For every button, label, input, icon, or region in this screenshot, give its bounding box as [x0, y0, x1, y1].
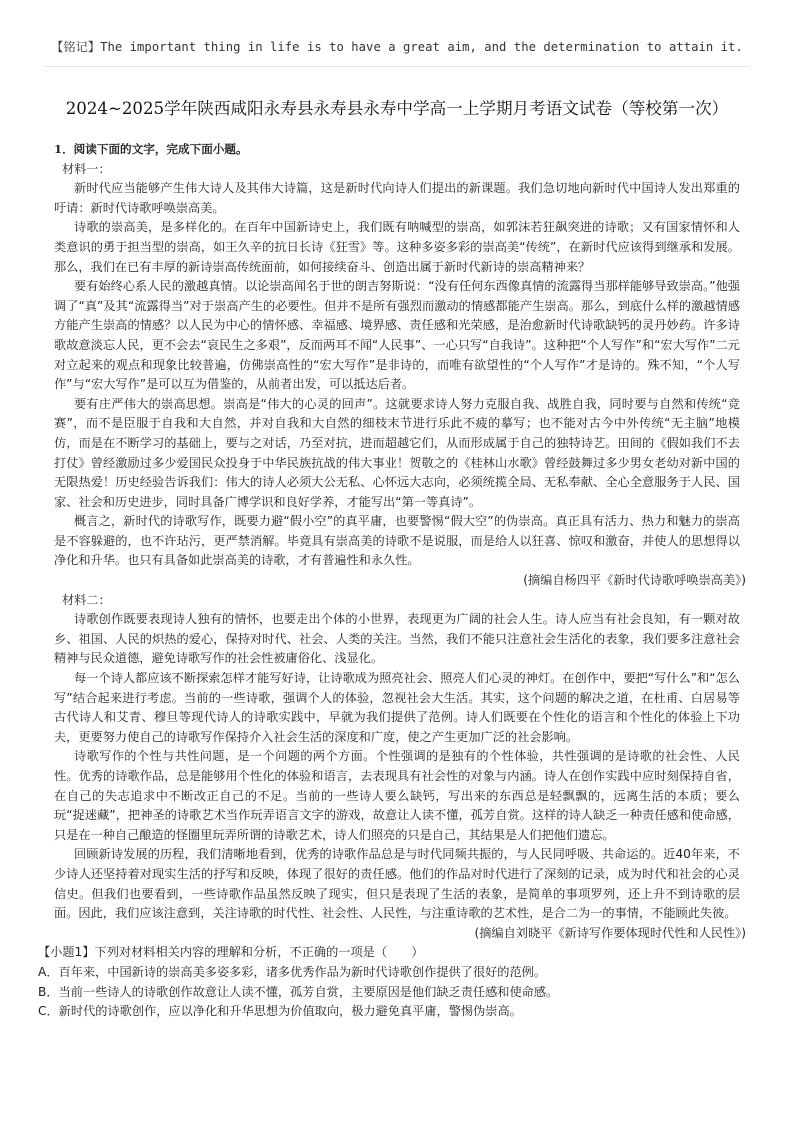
- material1-paragraph: 要有始终心系人民的激越真情。以论崇高闻名于世的朗吉努斯说：“没有任何东西像真情的流露得当那样能够导致崇高。”他强调了“真”及其“流露得当”对于崇高产生的必要性。但并不是所有强烈而激动的情感都能产生崇高。那么，到底什么样的激越情感方能产生崇高的情感？以人民为中心的情怀感、幸福感、境界感、责任感和光荣感，是治愈新时代诗歌缺钙的灵丹妙药。许多诗歌故意淡忘人民，更不会去“哀民生之多艰”，反而两耳不闻“人民事”、一心只写“自我诗”。这种把“个人写作”和“宏大写作”二元对立起来的观点和现象比较普遍，仿佛崇高性的“宏大写作”是非诗的，而唯有欲望性的“个人写作”才是诗的。殊不知，“个人写作”与“宏大写作”是可以互为借鉴的，从前者出发，可以抵达后者。: [54, 279, 740, 392]
- motto-header: 【铭记】The important thing in life is to have a great aim, and the determination to attain it.: [51, 40, 743, 54]
- material1-paragraph: 概言之，新时代的诗歌写作，既要力避“假小空”的真平庸，也要警惕“假大空”的伪崇高。真正具有活力、热力和魅力的崇高是不容躲避的，也不许玷污，更严禁消解。毕竟具有崇高美的诗歌不是说服，而是给人以狂喜、惊叹和激奋，并使人的思想得以净化和升华。也只有具备如此崇高美的诗歌，才有普遍性和永久性。: [54, 514, 740, 568]
- material2-paragraph: 每一个诗人都应该不断探索怎样才能写好诗，让诗歌成为照亮社会、照亮人们心灵的神灯。在创作中，要把“写什么”和“怎么写”结合起来进行考虑。当前的一些诗歌，强调个人的体验，忽视社会大生活。其实，这个问题的解决之道，在杜甫、白居易等古代诗人和艾青、穆旦等现代诗人的诗歌实践中，早就为我们提供了范例。诗人们既要在个性化的语言和个性化的体验上下功夫，更要努力使自己的诗歌写作保持介入社会生活的深度和广度，使之产生更加广泛的社会影响。: [54, 671, 740, 744]
- material1-paragraph: 要有庄严伟大的崇高思想。崇高是“伟大的心灵的回声”。这就要求诗人努力克服自我、战胜自我，同时要与自然和传统“竞赛”，而不是臣服于自我和大自然，并对自我和大自然的细枝末节进行乐此不疲的摹写；也不能对古今中外传统“无主脑”地模仿，而是在不断学习的基础上，要与之对话，乃至对抗，进而超越它们，从而形成属于自己的独特诗艺。田间的《假如我们不去打仗》曾经激励过多少爱国民众投身于中华民族抗战的伟大事业！贺敬之的《桂林山水歌》曾经鼓舞过多少男女老幼对新中国的无限热爱！历史经验告诉我们：伟大的诗人必须大公无私、心怀远大志向，必须统揽全局、无私奉献、全心全意服务于人民、国家、社会和历史进步，同时具备广博学识和良好学养，才能写出“第一等真诗”。: [54, 396, 740, 509]
- material2-label: 材料二：: [62, 592, 111, 607]
- material2-source: (摘编自刘晓平《新诗写作要体现时代性和人民性》): [474, 925, 746, 940]
- document-body: [38, 140, 746, 1022]
- material1-source: (摘编自杨四平《新时代诗歌呼唤崇高美》): [523, 573, 746, 588]
- header-divider: [44, 66, 750, 67]
- option-b: B．当前一些诗人的诗歌创作故意让人读不懂，孤芳自赏，主要原因是他们缺乏责任感和使命感。: [38, 984, 559, 999]
- material2-paragraph: 回顾新诗发展的历程，我们清晰地看到，优秀的诗歌作品总是与时代同频共振的，与人民同呼吸、共命运的。近40年来，不少诗人还坚持着对现实生活的抒写和反映，体现了很好的责任感。他们的作品对时代进行了深刻的记录，成为时代和社会的心灵信史。但我们也要看到，一些诗歌作品虽然反映了现实，但只是表现了生活的表象，是简单的事项罗列，还上升不到诗歌的层面。因此，我们应该注意到，关注诗歌的时代性、社会性、人民性，与注重诗歌的艺术性，是合二为一的事情，不能顾此失彼。: [54, 847, 740, 921]
- material1-paragraph: 新时代应当能够产生伟大诗人及其伟大诗篇，这是新时代向诗人们提出的新课题。我们急切地向新时代中国诗人发出郑重的吁请：新时代诗歌呼唤崇高美。: [54, 181, 740, 215]
- question-heading: 1．阅读下面的文字，完成下面小题。: [54, 142, 248, 156]
- subquestion-stem: 【小题1】下列对材料相关内容的理解和分析，不正确的一项是（ ）: [38, 945, 424, 960]
- material2-paragraph: 诗歌创作既要表现诗人独有的情怀，也要走出个体的小世界，表现更为广阔的社会人生。诗人应当有社会良知，有一颗对故乡、祖国、人民的炽热的爱心，保持对时代、社会、人类的关注。当然，我们不能只注意社会生活化的表象，我们要多注意社会精神与民众道德，避免诗歌写作的社会性被庸俗化、浅显化。: [54, 612, 740, 666]
- option-a: A．百年来，中国新诗的崇高美多姿多彩，诸多优秀作品为新时代诗歌创作提供了很好的范例。: [38, 964, 547, 979]
- document-title: 2024~2025学年陕西咸阳永寿县永寿县永寿中学高一上学期月考语文试卷（等校第一次）: [65, 99, 729, 118]
- material2-paragraph: 诗歌写作的个性与共性问题，是一个问题的两个方面。个性强调的是独有的个性体验，共性强调的是诗歌的社会性、人民性。优秀的诗歌作品，总是能够用个性化的体验和语言，去表现具有社会性的对象与内涵。诗人在创作实践中应时刻保持自省，在自己的失志追求中不断改正自己的不足。当前的一些诗人要么缺钙，写出来的东西总是轻飘飘的，远离生活的本质；要么玩“捉迷藏”，把神圣的诗歌艺术当作玩弄语言文字的游戏，故意让人读不懂，孤芳自赏。这样的诗人缺乏一种责任感和使命感，只是在一种自己酿造的怪圈里玩弄所谓的诗歌艺术，诗人们照亮的只是自己，其结果是人们把他们遗忘。: [54, 749, 740, 842]
- material1-label: 材料一：: [62, 161, 111, 176]
- option-c: C．新时代的诗歌创作，应以净化和升华思想为价值取向，极力避免真平庸，警惕伪崇高。: [38, 1004, 522, 1019]
- material1-paragraph: 诗歌的崇高美，是多样化的。在百年中国新诗史上，我们既有呐喊型的崇高，如郭沫若狂飙突进的诗歌；又有国家情怀和人类意识的勇于担当型的崇高，如王久辛的抗日长诗《狂雪》等。这种多姿多彩的崇高美“传统”，在新时代应该得到继承和发展。那么，我们在已有丰厚的新诗崇高传统面前，如何接续奋斗、创造出属于新时代新诗的崇高精神来？: [54, 220, 740, 274]
